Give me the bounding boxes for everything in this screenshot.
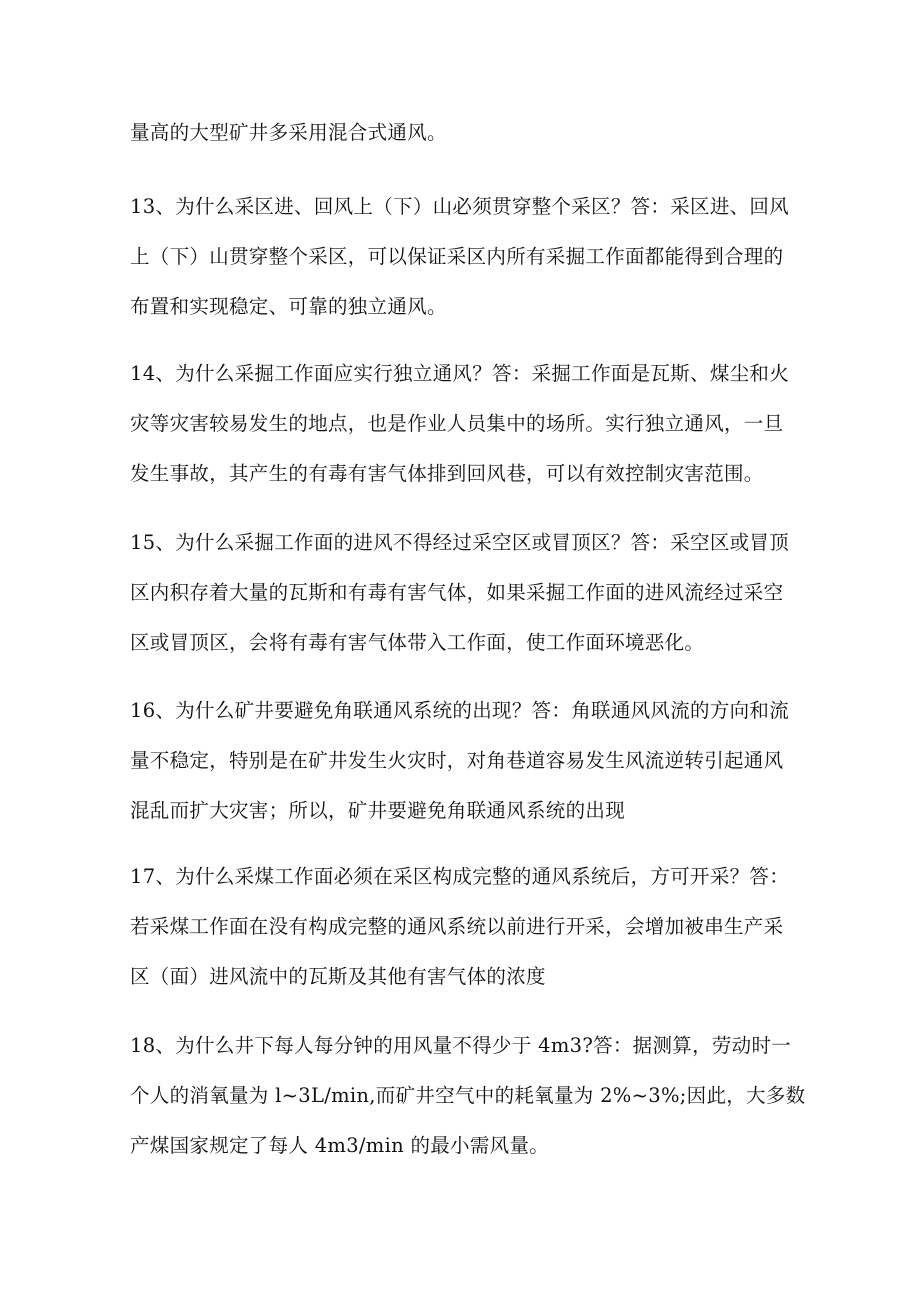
text-line: 个人的消氧量为 l~3L/min,而矿井空气中的耗氧量为 2%~3%;因此，大多数 xyxy=(130,1084,806,1107)
text-line: 16、为什么矿井要避免角联通风系统的出现？答：角联通风风流的方向和流 xyxy=(130,699,790,722)
question-16 xyxy=(130,686,802,836)
text-line: 18、为什么井下每人每分钟的用风量不得少于 4m3?答：据测算，劳动时一 xyxy=(130,1034,792,1057)
text-line: 13、为什么采区进、回风上（下）山必须贯穿整个采区？答：采区进、回风 xyxy=(130,195,790,218)
text-line: 若采煤工作面在没有构成完整的通风系统以前进行开采，会增加被串生产采 xyxy=(130,915,784,938)
text-line: 上（下）山贯穿整个采区，可以保证采区内所有采掘工作面都能得到合理的 xyxy=(130,245,784,268)
text-line: 14、为什么采掘工作面应实行独立通风？答：采掘工作面是瓦斯、煤尘和火 xyxy=(130,362,790,385)
question-15 xyxy=(130,518,802,668)
question-13 xyxy=(130,182,802,332)
text-line: 灾等灾害较易发生的地点，也是作业人员集中的场所。实行独立通风，一旦 xyxy=(130,412,784,435)
text-line: 布置和实现稳定、可靠的独立通风。 xyxy=(130,295,447,318)
text-line: 区或冒顶区，会将有毒有害气体带入工作面，使工作面环境恶化。 xyxy=(130,631,705,654)
text-line: 区（面）进风流中的瓦斯及其他有害气体的浓度 xyxy=(130,965,546,988)
paragraph-continuation xyxy=(130,108,802,158)
text-line: 量高的大型矿井多采用混合式通风。 xyxy=(130,121,447,144)
question-18 xyxy=(130,1021,806,1171)
text-line: 发生事故，其产生的有毒有害气体排到回风巷，可以有效控制灾害范围。 xyxy=(130,462,764,485)
text-line: 15、为什么采掘工作面的进风不得经过采空区或冒顶区？答：采空区或冒顶 xyxy=(130,531,790,554)
question-14 xyxy=(130,349,802,499)
text-line: 混乱而扩大灾害；所以，矿井要避免角联通风系统的出现 xyxy=(130,799,626,822)
text-line: 量不稳定，特别是在矿井发生火灾时，对角巷道容易发生风流逆转引起通风 xyxy=(130,749,784,772)
text-line: 产煤国家规定了每人 4m3/min 的最小需风量。 xyxy=(130,1134,550,1157)
text-line: 区内积存着大量的瓦斯和有毒有害气体，如果采掘工作面的进风流经过采空 xyxy=(130,581,784,604)
question-17 xyxy=(130,852,802,1002)
text-line: 17、为什么采煤工作面必须在采区构成完整的通风系统后，方可开采？答： xyxy=(130,865,790,888)
